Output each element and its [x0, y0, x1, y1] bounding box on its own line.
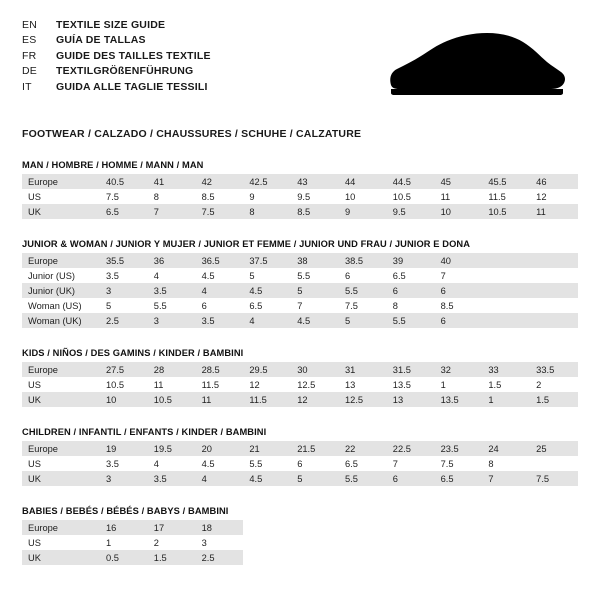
cell	[530, 298, 578, 313]
cell: 40	[435, 253, 483, 268]
table-row	[22, 550, 578, 565]
cell-empty	[291, 535, 339, 550]
cell: 5	[291, 283, 339, 298]
cell: 5.5	[339, 283, 387, 298]
row-label: UK	[22, 471, 100, 486]
cell: 0.5	[100, 550, 148, 565]
language-row	[22, 80, 211, 95]
row-label: Junior (UK)	[22, 283, 100, 298]
group-title: CHILDREN / INFANTIL / ENFANTS / KINDER / BAMBINI	[22, 427, 267, 437]
cell	[482, 253, 530, 268]
cell-empty	[291, 520, 339, 535]
row-label: Europe	[22, 174, 100, 189]
cell: 7	[482, 471, 530, 486]
cell: 11.5	[243, 392, 291, 407]
cell: 3.5	[148, 283, 196, 298]
cell: 9.5	[291, 189, 339, 204]
language-title: TEXTILGRÖßENFÜHRUNG	[56, 65, 194, 78]
cell: 12	[530, 189, 578, 204]
table-row	[22, 535, 578, 550]
size-group-junior-woman	[22, 239, 578, 328]
table-row	[22, 204, 578, 219]
cell: 4	[196, 471, 244, 486]
row-label: Woman (US)	[22, 298, 100, 313]
cell: 7.5	[435, 456, 483, 471]
row-label: US	[22, 377, 100, 392]
cell-empty	[530, 550, 578, 565]
cell: 3	[100, 471, 148, 486]
dress-shoe-icon	[372, 28, 572, 110]
cell: 7.5	[100, 189, 148, 204]
cell: 2.5	[100, 313, 148, 328]
cell: 10.5	[387, 189, 435, 204]
cell: 33	[482, 362, 530, 377]
row-label: US	[22, 189, 100, 204]
cell: 5.5	[148, 298, 196, 313]
cell: 10.5	[148, 392, 196, 407]
cell: 41	[148, 174, 196, 189]
cell: 13.5	[435, 392, 483, 407]
cell: 8.5	[196, 189, 244, 204]
cell: 20	[196, 441, 244, 456]
cell: 6	[387, 283, 435, 298]
cell: 36.5	[196, 253, 244, 268]
cell: 42	[196, 174, 244, 189]
cell: 17	[148, 520, 196, 535]
cell: 36	[148, 253, 196, 268]
cell: 3.5	[100, 268, 148, 283]
cell: 1	[100, 535, 148, 550]
cell: 1	[482, 392, 530, 407]
language-row	[22, 49, 211, 64]
cell: 7	[291, 298, 339, 313]
cell: 11	[148, 377, 196, 392]
size-group-babies	[22, 506, 578, 565]
language-code: ES	[22, 34, 37, 47]
cell: 24	[482, 441, 530, 456]
cell: 45.5	[482, 174, 530, 189]
cell: 44	[339, 174, 387, 189]
table-row	[22, 392, 578, 407]
row-label: Woman (UK)	[22, 313, 100, 328]
cell-empty	[243, 520, 291, 535]
row-label: Junior (US)	[22, 268, 100, 283]
cell: 1	[435, 377, 483, 392]
cell: 4	[196, 283, 244, 298]
cell: 6.5	[387, 268, 435, 283]
cell: 29.5	[243, 362, 291, 377]
cell: 7.5	[530, 471, 578, 486]
table-row	[22, 268, 578, 283]
cell: 3.5	[100, 456, 148, 471]
cell-empty	[339, 520, 387, 535]
cell: 4.5	[196, 456, 244, 471]
cell: 35.5	[100, 253, 148, 268]
group-title: MAN / HOMBRE / HOMME / MANN / MAN	[22, 160, 204, 170]
size-table-man	[22, 174, 578, 219]
cell: 11	[530, 204, 578, 219]
cell	[482, 313, 530, 328]
cell: 38	[291, 253, 339, 268]
cell: 13	[339, 377, 387, 392]
row-label: UK	[22, 204, 100, 219]
cell: 11	[196, 392, 244, 407]
cell-empty	[435, 520, 483, 535]
cell-empty	[387, 535, 435, 550]
cell: 32	[435, 362, 483, 377]
cell: 7	[148, 204, 196, 219]
cell: 6.5	[243, 298, 291, 313]
cell: 5.5	[291, 268, 339, 283]
cell: 7	[435, 268, 483, 283]
cell: 5.5	[243, 456, 291, 471]
row-label: Europe	[22, 253, 100, 268]
size-table-kids	[22, 362, 578, 407]
page-title: FOOTWEAR / CALZADO / CHAUSSURES / SCHUHE / CALZATURE	[22, 128, 362, 140]
cell: 16	[100, 520, 148, 535]
cell-empty	[387, 520, 435, 535]
cell: 5.5	[387, 313, 435, 328]
language-row	[22, 64, 211, 79]
cell: 10.5	[482, 204, 530, 219]
row-label: UK	[22, 392, 100, 407]
language-title: GUIDA ALLE TAGLIE TESSILI	[56, 80, 208, 93]
language-code: FR	[22, 49, 37, 62]
size-table-junior-woman	[22, 253, 578, 328]
cell: 3	[148, 313, 196, 328]
cell: 6.5	[100, 204, 148, 219]
size-table-children	[22, 441, 578, 486]
cell	[530, 268, 578, 283]
cell: 2.5	[196, 550, 244, 565]
cell: 1.5	[482, 377, 530, 392]
language-title: TEXTILE SIZE GUIDE	[56, 19, 166, 31]
group-title: BABIES / BEBÉS / BÉBÉS / BABYS / BAMBINI	[22, 506, 229, 516]
cell: 8.5	[435, 298, 483, 313]
cell-empty	[482, 550, 530, 565]
cell-empty	[482, 520, 530, 535]
cell: 12.5	[339, 392, 387, 407]
cell-empty	[339, 550, 387, 565]
size-group-kids	[22, 348, 578, 407]
cell: 37.5	[243, 253, 291, 268]
cell: 5	[100, 298, 148, 313]
cell: 23.5	[435, 441, 483, 456]
cell: 40.5	[100, 174, 148, 189]
cell: 3	[196, 535, 244, 550]
cell: 5	[243, 268, 291, 283]
cell: 11	[435, 189, 483, 204]
cell: 12	[291, 392, 339, 407]
cell: 6.5	[435, 471, 483, 486]
cell	[530, 313, 578, 328]
cell: 11.5	[196, 377, 244, 392]
language-code: IT	[22, 80, 32, 93]
group-title: KIDS / NIÑOS / DES GAMINS / KINDER / BAMBINI	[22, 348, 244, 358]
cell: 7.5	[196, 204, 244, 219]
cell: 10	[339, 189, 387, 204]
cell: 6	[196, 298, 244, 313]
cell: 13.5	[387, 377, 435, 392]
cell-empty	[387, 550, 435, 565]
cell: 6	[339, 268, 387, 283]
language-title-list	[22, 18, 211, 95]
cell-empty	[530, 535, 578, 550]
cell-empty	[243, 535, 291, 550]
cell: 31	[339, 362, 387, 377]
cell: 9.5	[387, 204, 435, 219]
cell: 6.5	[339, 456, 387, 471]
cell: 1.5	[530, 392, 578, 407]
cell-empty	[339, 535, 387, 550]
table-row	[22, 174, 578, 189]
cell: 8	[243, 204, 291, 219]
row-label: Europe	[22, 441, 100, 456]
cell-empty	[291, 550, 339, 565]
table-row	[22, 377, 578, 392]
cell: 2	[530, 377, 578, 392]
cell	[530, 283, 578, 298]
cell: 22.5	[387, 441, 435, 456]
cell: 10	[100, 392, 148, 407]
cell: 6	[435, 313, 483, 328]
size-group-children	[22, 427, 578, 486]
cell: 45	[435, 174, 483, 189]
cell: 5.5	[339, 471, 387, 486]
cell: 13	[387, 392, 435, 407]
cell: 21	[243, 441, 291, 456]
cell: 4.5	[243, 283, 291, 298]
size-group-man	[22, 160, 578, 219]
cell: 44.5	[387, 174, 435, 189]
cell: 8.5	[291, 204, 339, 219]
cell: 27.5	[100, 362, 148, 377]
cell: 31.5	[387, 362, 435, 377]
language-code: EN	[22, 19, 37, 31]
group-title: JUNIOR & WOMAN / JUNIOR Y MUJER / JUNIOR ET FEMME / JUNIOR UND FRAU / JUNIOR E DONA	[22, 239, 471, 249]
cell: 10.5	[100, 377, 148, 392]
table-row	[22, 253, 578, 268]
table-row	[22, 471, 578, 486]
cell: 38.5	[339, 253, 387, 268]
cell: 4	[148, 268, 196, 283]
row-label: Europe	[22, 520, 100, 535]
cell	[482, 283, 530, 298]
cell: 6	[387, 471, 435, 486]
cell: 19.5	[148, 441, 196, 456]
table-row	[22, 456, 578, 471]
cell: 42.5	[243, 174, 291, 189]
cell: 28.5	[196, 362, 244, 377]
cell: 10	[435, 204, 483, 219]
cell: 6	[435, 283, 483, 298]
table-row	[22, 313, 578, 328]
language-title: GUÍA DE TALLAS	[56, 34, 146, 47]
language-title: GUIDE DES TAILLES TEXTILE	[56, 49, 211, 62]
cell	[482, 298, 530, 313]
cell: 4.5	[291, 313, 339, 328]
cell: 5	[291, 471, 339, 486]
cell: 7	[387, 456, 435, 471]
page-header	[22, 18, 578, 110]
cell: 6	[291, 456, 339, 471]
language-row	[22, 33, 211, 48]
cell: 11.5	[482, 189, 530, 204]
row-label: Europe	[22, 362, 100, 377]
cell: 5	[339, 313, 387, 328]
cell: 4	[243, 313, 291, 328]
row-label: US	[22, 456, 100, 471]
cell: 9	[243, 189, 291, 204]
cell: 19	[100, 441, 148, 456]
cell: 28	[148, 362, 196, 377]
table-row	[22, 283, 578, 298]
cell: 30	[291, 362, 339, 377]
row-label: US	[22, 535, 100, 550]
cell: 33.5	[530, 362, 578, 377]
cell: 18	[196, 520, 244, 535]
cell: 2	[148, 535, 196, 550]
cell	[530, 253, 578, 268]
cell: 7.5	[339, 298, 387, 313]
cell-empty	[435, 535, 483, 550]
table-row	[22, 520, 578, 535]
cell: 9	[339, 204, 387, 219]
cell: 21.5	[291, 441, 339, 456]
cell: 3.5	[148, 471, 196, 486]
cell: 3	[100, 283, 148, 298]
cell: 39	[387, 253, 435, 268]
cell: 4.5	[243, 471, 291, 486]
cell: 25	[530, 441, 578, 456]
row-label: UK	[22, 550, 100, 565]
cell: 3.5	[196, 313, 244, 328]
language-code: DE	[22, 65, 37, 78]
cell: 8	[387, 298, 435, 313]
cell: 8	[482, 456, 530, 471]
size-table-babies	[22, 520, 578, 565]
table-row	[22, 298, 578, 313]
cell: 43	[291, 174, 339, 189]
language-row	[22, 18, 211, 33]
cell: 12	[243, 377, 291, 392]
cell: 12.5	[291, 377, 339, 392]
cell	[482, 268, 530, 283]
cell: 46	[530, 174, 578, 189]
cell-empty	[435, 550, 483, 565]
table-row	[22, 441, 578, 456]
cell: 4.5	[196, 268, 244, 283]
cell-empty	[243, 550, 291, 565]
cell: 22	[339, 441, 387, 456]
table-row	[22, 362, 578, 377]
cell: 4	[148, 456, 196, 471]
cell: 1.5	[148, 550, 196, 565]
cell: 8	[148, 189, 196, 204]
cell	[530, 456, 578, 471]
cell-empty	[482, 535, 530, 550]
table-row	[22, 189, 578, 204]
cell-empty	[530, 520, 578, 535]
